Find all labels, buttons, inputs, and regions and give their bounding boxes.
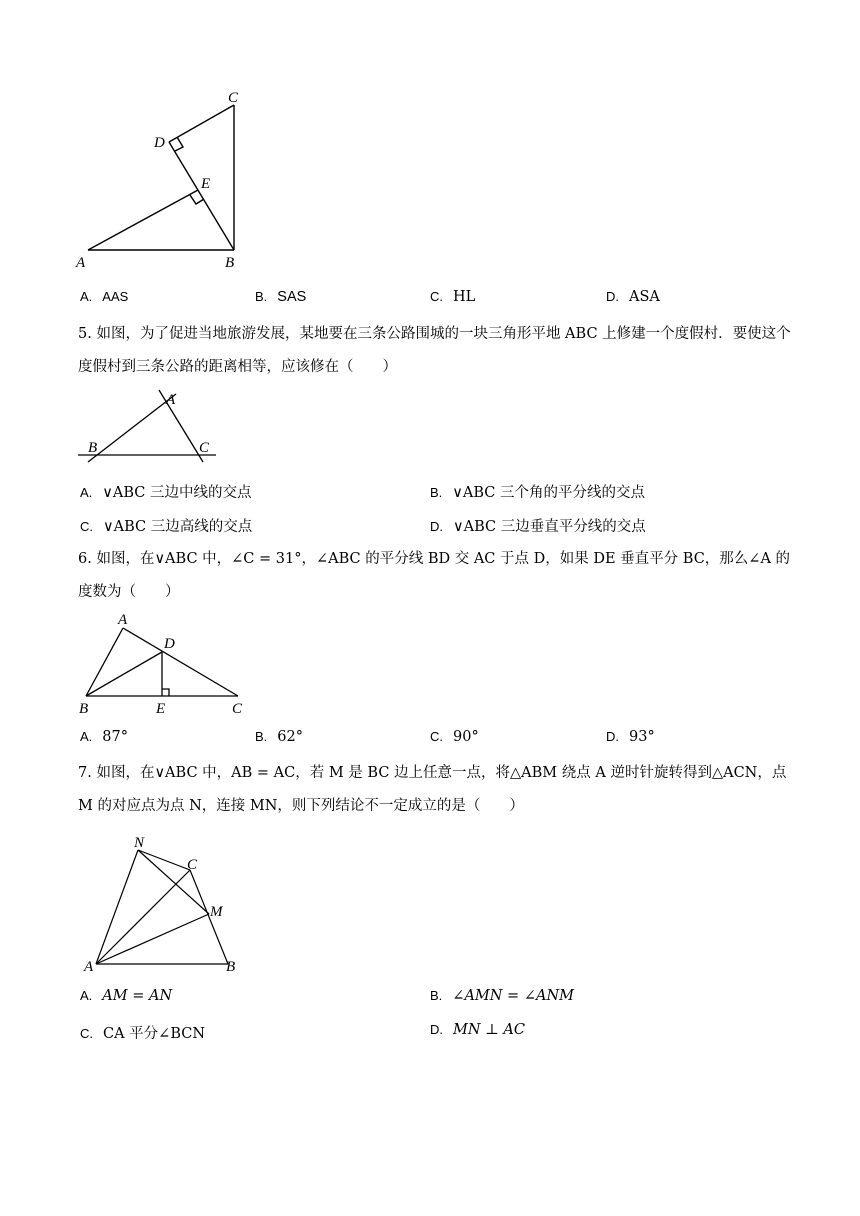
q5-option-a-text: ∨ABC 三边中线的交点 [102,485,252,501]
q4-right-angle-d [175,137,183,151]
q7-segment-an [96,850,138,964]
q5-option-d[interactable]: D. ∨ABC 三边垂直平分线的交点 [430,519,646,535]
q4-option-a-text: AAS [102,289,129,304]
q7-figure [80,833,250,978]
q4-label-e: E [201,176,211,192]
q6-option-a-text: 87° [102,729,128,745]
q4-segment-ae [88,190,198,250]
q6-option-c-text: 90° [453,729,479,745]
q4-option-d[interactable]: D. ASA [606,289,660,305]
q4-option-c[interactable]: C. HL [430,289,476,305]
q6-option-d-text: 93° [629,729,655,745]
q4-segment-db [169,142,234,250]
q5-figure [76,388,226,463]
q7-option-a[interactable]: A. AM = AN [80,988,173,1004]
q6-label-e: E [156,701,166,717]
q5-label-a: A [166,392,176,408]
q5-option-d-text: ∨ABC 三边垂直平分线的交点 [453,519,646,535]
q4-option-b[interactable]: B. SAS [255,289,307,305]
q5-option-c-text: ∨ABC 三边高线的交点 [103,519,253,535]
q4-option-a[interactable]: A. AAS [80,289,129,304]
q7-segment-am [96,914,209,964]
q5-label-c: C [199,440,210,456]
q7-option-d[interactable]: D. MN ⊥ AC [430,1022,525,1038]
q6-option-a[interactable]: A. 87° [80,729,128,745]
q7-option-c[interactable]: C. CA 平分∠BCN [80,1026,206,1042]
q7-stem: 7. 如图，在∨ABC 中，AB = AC，若 M 是 BC 边上任意一点，将△ABM 绕点 A 逆时针旋转得到△ACN，点 M 的对应点为点 N，连接 MN，则下列结论不一定成立的是（ ） [78,765,787,814]
q4-label-c: C [228,90,239,106]
q5-label-b: B [88,440,98,456]
q6-stem: 6. 如图，在∨ABC 中，∠C = 31°，∠ABC 的平分线 BD 交 AC 于点 D，如果 DE 垂直平分 BC，那么∠A 的度数为（ ） [78,551,791,600]
q5-option-b[interactable]: B. ∨ABC 三个角的平分线的交点 [430,485,646,501]
q4-label-b: B [225,255,235,271]
q5-road-ab [88,394,176,462]
q7-option-b[interactable]: B. ∠AMN = ∠ANM [430,988,574,1004]
q7-option-d-text: MN ⊥ AC [453,1022,525,1038]
q6-label-b: B [79,701,89,717]
q6-figure [76,612,256,717]
q7-label-a: A [84,959,94,975]
q6-label-c: C [232,701,243,717]
q4-label-d: D [154,135,165,151]
q4-option-d-text: ASA [629,289,660,305]
q7-segment-nm [138,850,209,914]
q4-label-a: A [76,255,86,271]
q4-segment-cd [169,105,234,142]
q7-option-c-text: CA 平分∠BCN [103,1026,206,1042]
q6-right-angle-e [162,689,169,696]
q7-label-n: N [134,835,145,851]
q7-label-c: C [187,857,198,873]
q6-label-d: D [164,636,175,652]
q7-diagram [80,833,250,978]
q7-option-b-text: ∠AMN = ∠ANM [452,988,574,1004]
q5-option-a[interactable]: A. ∨ABC 三边中线的交点 [80,485,252,501]
q5-option-c[interactable]: C. ∨ABC 三边高线的交点 [80,519,253,535]
q6-diagram [76,612,256,717]
q4-option-b-text: SAS [277,289,307,305]
q5-diagram [76,388,226,463]
q4-diagram [70,85,270,275]
q4-figure [70,85,270,275]
q7-segment-nc [138,850,190,870]
q6-option-b-text: 62° [277,729,303,745]
q6-option-b[interactable]: B. 62° [255,729,303,745]
q7-option-a-text: AM = AN [102,988,173,1004]
q5-stem: 5. 如图，为了促进当地旅游发展，某地要在三条公路围城的一块三角形平地 ABC 上修建一个度假村．要使这个度假村到三条公路的距离相等，应该修在（ ） [78,326,791,375]
q5-option-b-text: ∨ABC 三个角的平分线的交点 [452,485,646,501]
q6-option-d[interactable]: D. 93° [606,729,655,745]
q7-label-b: B [226,959,236,975]
q6-label-a: A [118,612,128,628]
q6-option-c[interactable]: C. 90° [430,729,479,745]
q4-option-c-text: HL [453,289,476,305]
q6-segment-ac [123,628,238,696]
q7-label-m: M [210,904,223,920]
